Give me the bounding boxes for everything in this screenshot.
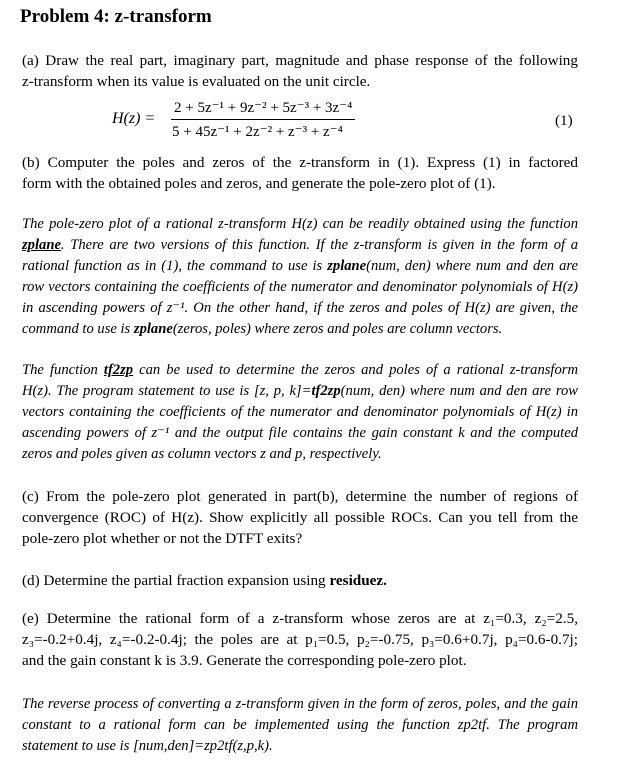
page-title: Problem 4: z-transform [20, 6, 212, 27]
equation-denominator: 5 + 45z⁻¹ + 2z⁻² + z⁻³ + z⁻⁴ [172, 124, 343, 140]
part-d [22, 570, 578, 591]
tf2zp-note-line-4: ascending powers of z⁻¹ and the output file contains the gain constant k and the computed [22, 425, 578, 441]
part-b-line-2: form with the obtained poles and zeros, and generate the pole-zero plot of (1). [22, 175, 496, 192]
zplane-note-line-2: zplane. There are two versions of this function. If the z-transform is given in the form of a [22, 237, 578, 253]
tf2zp-function-name: tf2zp [103, 362, 134, 378]
part-e-line-2: z₃=-0.2+0.4j, z₄=-0.2-0.4j; the poles are at p₁=0.5, p₂=-0.75, p₃=0.6+0.7j, p₄=0.6-0.7j; [22, 631, 578, 648]
fraction-bar [171, 119, 355, 120]
tf2zp-note-line-1: The function tf2zp can be used to determine the zeros and poles of a rational z-transform [22, 362, 578, 378]
part-b [22, 152, 578, 194]
zplane-command-2: zplane [133, 321, 173, 337]
part-c-line-3: pole-zero plot whether or not the DTFT exits? [22, 530, 303, 547]
equation-1 [0, 96, 633, 146]
part-a-line-1: (a) Draw the real part, imaginary part, magnitude and phase response of the following [22, 52, 578, 69]
equation-number: (1) [555, 112, 573, 129]
tf2zp-note-line-5: zeros and poles given as column vectors z and p, respectively. [22, 446, 382, 462]
zp2tf-note-line-2: constant to a rational form can be implemented using the function zp2tf. The program [22, 717, 578, 733]
zplane-command: zplane [327, 258, 367, 274]
zp2tf-note-line-3: statement to use is [num,den]=zp2tf(z,p,k). [22, 738, 273, 754]
part-e [22, 608, 578, 671]
zp2tf-note-line-1: The reverse process of converting a z-transform given in the form of zeros, poles, and the gain [22, 696, 578, 712]
part-b-line-1: (b) Computer the poles and zeros of the z-transform in (1). Express (1) in factored [22, 154, 578, 171]
equation-numerator: 2 + 5z⁻¹ + 9z⁻² + 5z⁻³ + 3z⁻⁴ [174, 100, 353, 116]
equation-lhs: H(z) = [112, 110, 156, 127]
tf2zp-note-line-2: H(z). The program statement to use is [z, p, k]=tf2zp(num, den) where num and den are row [22, 383, 578, 399]
zplane-note-line-6: command to use is zplane(zeros, poles) where zeros and poles are column vectors. [22, 321, 503, 337]
tf2zp-command: tf2zp [311, 383, 341, 399]
part-e-line-1: (e) Determine the rational form of a z-transform whose zeros are at z₁=0.3, z₂=2.5, [22, 610, 578, 627]
zplane-note-line-4: row vectors containing the coefficients of the numerator and denominator polynomials of H(z) [22, 279, 578, 295]
part-c-line-1: (c) From the pole-zero plot generated in part(b), determine the number of regions of [22, 488, 578, 505]
part-a [22, 50, 578, 92]
part-d-line: (d) Determine the partial fraction expansion using residuez. [22, 572, 387, 589]
zplane-note-line-1: The pole-zero plot of a rational z-transform H(z) can be readily obtained using the function [22, 216, 578, 232]
part-a-line-2: z-transform when its value is evaluated on the unit circle. [22, 73, 371, 90]
tf2zp-note-line-3: vectors containing the coefficients of the numerator and denominator polynomials of H(z) in [22, 404, 578, 420]
zplane-note-line-3: rational function as in (1), the command to use is zplane(num, den) where num and den are [22, 258, 578, 274]
part-c-line-2: convergence (ROC) of H(z). Show explicitly all possible ROCs. Can you tell from the [22, 509, 578, 526]
residuez-function: residuez. [329, 572, 387, 589]
zplane-note [22, 214, 578, 340]
part-c [22, 486, 578, 549]
tf2zp-note [22, 360, 578, 465]
zp2tf-note [22, 694, 578, 757]
zplane-function-name: zplane [22, 237, 61, 253]
part-e-line-3: and the gain constant k is 3.9. Generate the corresponding pole-zero plot. [22, 652, 467, 669]
zplane-note-line-5: in ascending powers of z⁻¹. On the other hand, if the zeros and poles of H(z) are given, the [22, 300, 578, 316]
